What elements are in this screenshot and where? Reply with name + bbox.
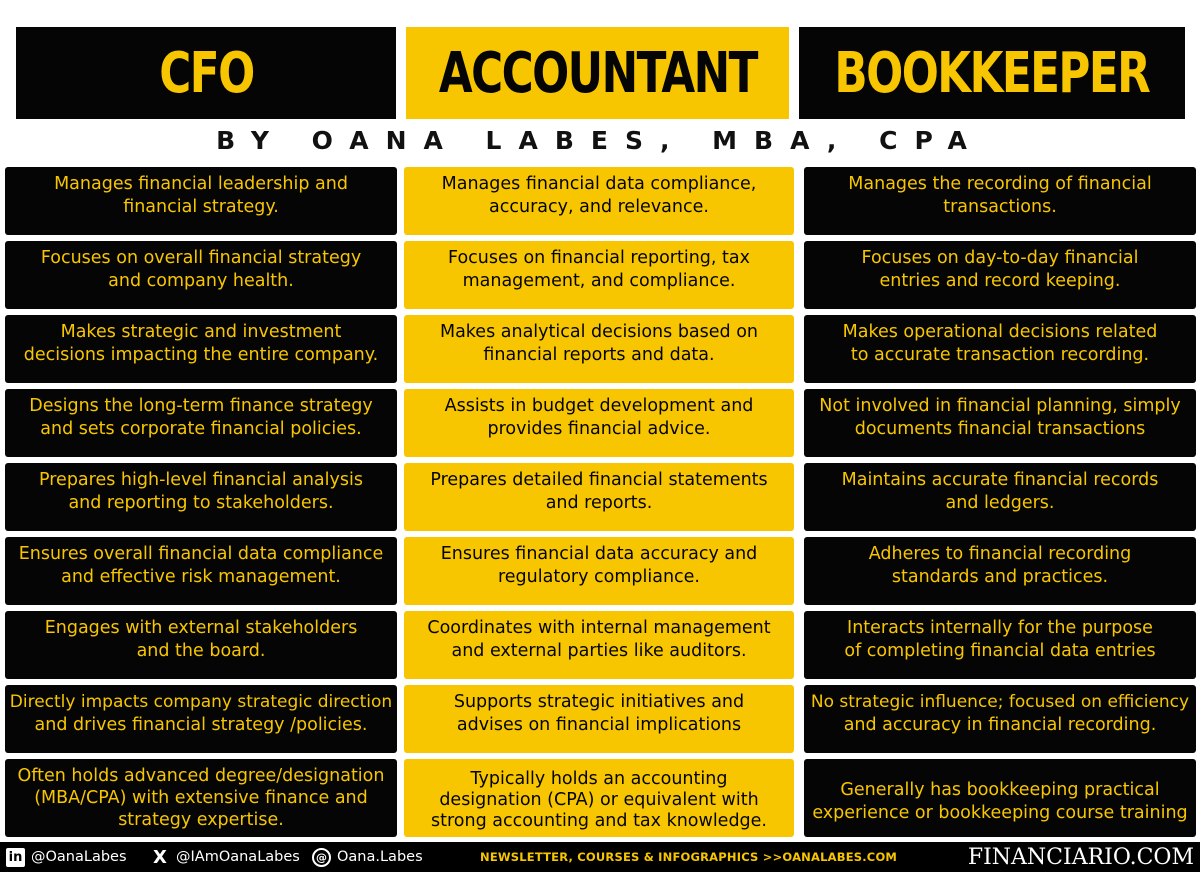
cell-line: to accurate transaction recording.	[850, 345, 1150, 365]
cell-text	[41, 247, 361, 293]
cell-cfo-row-9	[5, 759, 397, 837]
cell-line: Assists in budget development and	[444, 396, 754, 416]
cell-cfo-row-6	[5, 537, 397, 605]
cell-line: and drives financial strategy /policies.	[34, 715, 368, 735]
footer-x-handle: @IAmOanaLabes	[176, 849, 300, 865]
cell-text	[848, 173, 1151, 219]
cell-bookkeeper-row-6	[804, 537, 1196, 605]
cell-text	[441, 543, 758, 589]
cell-line: Often holds advanced degree/designation	[17, 766, 385, 786]
cell-line: strategy expertise.	[118, 810, 284, 830]
cell-line: Focuses on day-to-day financial	[861, 248, 1139, 268]
cell-text	[18, 765, 385, 831]
cell-line: experience or bookkeeping course training	[812, 803, 1188, 823]
cell-text	[819, 395, 1180, 441]
cell-line: and company health.	[108, 271, 294, 291]
cell-line: Coordinates with internal management	[427, 618, 771, 638]
header-accountant-title: ACCOUNTANT	[438, 40, 757, 106]
cell-line: Adheres to financial recording	[868, 544, 1132, 564]
cell-text	[427, 617, 770, 663]
cell-accountant-row-7	[404, 611, 794, 679]
cell-line: and external parties like auditors.	[451, 641, 747, 661]
cell-line: Designs the long-term finance strategy	[29, 396, 373, 416]
footer-threads-handle: Oana.Labes	[337, 849, 423, 865]
cell-accountant-row-6	[404, 537, 794, 605]
header-cfo-title: CFO	[158, 40, 254, 106]
cell-text	[448, 247, 750, 293]
cell-line: Ensures overall financial data compliance	[18, 544, 384, 564]
cell-line: and the board.	[136, 641, 266, 661]
cell-cfo-row-5	[5, 463, 397, 531]
footer-newsletter-link[interactable]: NEWSLETTER, COURSES & INFOGRAPHICS >>OANALABES.COM	[480, 850, 898, 864]
cell-line: Typically holds an accounting	[470, 769, 728, 789]
cell-line: Ensures financial data accuracy and	[440, 544, 758, 564]
cell-cfo-row-2	[5, 241, 397, 309]
cell-line: Prepares high-level financial analysis	[39, 470, 363, 490]
cell-text	[812, 779, 1187, 825]
cell-text	[445, 395, 754, 441]
cell-text	[24, 321, 378, 367]
cell-line: financial strategy.	[123, 197, 279, 217]
cell-line: regulatory compliance.	[497, 567, 700, 587]
cell-text	[862, 247, 1139, 293]
cell-text	[29, 395, 372, 441]
x-icon: X	[153, 846, 167, 868]
cell-accountant-row-8	[404, 685, 794, 753]
cell-bookkeeper-row-9	[804, 759, 1196, 837]
cell-line: and sets corporate financial policies.	[40, 419, 362, 439]
cell-line: advises on financial implications	[456, 715, 742, 735]
cell-line: Supports strategic initiatives and	[453, 692, 745, 712]
cell-accountant-row-2	[404, 241, 794, 309]
cell-line: entries and record keeping.	[879, 271, 1121, 291]
cell-bookkeeper-row-8	[804, 685, 1196, 753]
cell-text	[844, 617, 1155, 663]
cell-line: and accuracy in financial recording.	[843, 715, 1157, 735]
header-bookkeeper-title: BOOKKEEPER	[834, 40, 1150, 106]
cell-cfo-row-3	[5, 315, 397, 383]
cell-line: Engages with external stakeholders	[44, 618, 358, 638]
footer-linkedin-handle: @OanaLabes	[31, 849, 127, 865]
cell-line: and effective risk management.	[61, 567, 341, 587]
cell-line: strong accounting and tax knowledge.	[430, 811, 767, 831]
cell-accountant-row-9	[404, 759, 794, 837]
cell-line: accuracy, and relevance.	[489, 197, 709, 217]
cell-line: provides financial advice.	[487, 419, 711, 439]
cell-cfo-row-1	[5, 167, 397, 235]
cell-bookkeeper-row-3	[804, 315, 1196, 383]
footer-linkedin[interactable]	[6, 842, 127, 872]
cell-text	[431, 769, 767, 832]
cell-bookkeeper-row-1	[804, 167, 1196, 235]
cell-cfo-row-7	[5, 611, 397, 679]
cell-line: Manages the recording of financial	[848, 174, 1152, 194]
cell-text	[811, 691, 1189, 737]
cell-text	[842, 469, 1159, 515]
cell-text	[869, 543, 1132, 589]
footer	[0, 842, 1200, 872]
threads-icon: @	[312, 848, 331, 867]
cell-line: of completing financial data entries	[844, 641, 1156, 661]
cell-cfo-row-8	[5, 685, 397, 753]
cell-text	[442, 173, 757, 219]
cell-line: (MBA/CPA) with extensive finance and	[34, 788, 368, 808]
cell-line: Generally has bookkeeping practical	[840, 780, 1160, 800]
cell-line: Not involved in financial planning, simply	[819, 396, 1181, 416]
byline: BY OANA LABES, MBA, CPA	[216, 126, 984, 155]
cell-line: and reports.	[545, 493, 653, 513]
header-accountant	[406, 27, 789, 119]
footer-threads[interactable]	[312, 842, 423, 872]
header-cfo	[16, 27, 396, 119]
cell-accountant-row-5	[404, 463, 794, 531]
cell-line: transactions.	[943, 197, 1057, 217]
cell-line: and ledgers.	[945, 493, 1055, 513]
cell-line: Focuses on overall financial strategy	[40, 248, 362, 268]
cell-text	[54, 173, 348, 219]
cell-line: Makes operational decisions related	[842, 322, 1158, 342]
cell-accountant-row-4	[404, 389, 794, 457]
cell-line: documents financial transactions	[854, 419, 1146, 439]
cell-line: Prepares detailed financial statements	[430, 470, 768, 490]
cell-line: designation (CPA) or equivalent with	[439, 790, 759, 810]
cell-text	[19, 543, 384, 589]
cell-bookkeeper-row-4	[804, 389, 1196, 457]
cell-text	[45, 617, 358, 663]
cell-line: Directly impacts company strategic direction	[9, 692, 393, 712]
cell-line: Focuses on financial reporting, tax	[448, 248, 750, 268]
header-bookkeeper	[799, 27, 1185, 119]
cell-text	[843, 321, 1158, 367]
cell-text	[454, 691, 744, 737]
cell-line: Makes strategic and investment	[60, 322, 342, 342]
cell-line: and reporting to stakeholders.	[68, 493, 334, 513]
cell-bookkeeper-row-7	[804, 611, 1196, 679]
cell-line: Maintains accurate financial records	[841, 470, 1159, 490]
footer-x[interactable]	[150, 842, 300, 872]
cell-cfo-row-4	[5, 389, 397, 457]
cell-line: Manages financial data compliance,	[441, 174, 757, 194]
cell-line: financial reports and data.	[483, 345, 715, 365]
cell-text	[10, 691, 392, 737]
cell-accountant-row-1	[404, 167, 794, 235]
cell-line: No strategic influence; focused on efficiency	[810, 692, 1190, 712]
cell-line: Interacts internally for the purpose	[847, 618, 1153, 638]
cell-accountant-row-3	[404, 315, 794, 383]
cell-bookkeeper-row-5	[804, 463, 1196, 531]
footer-brand: FINANCIARIO.COM	[967, 845, 1194, 870]
cell-line: Manages financial leadership and	[54, 174, 348, 194]
cell-line: Makes analytical decisions based on	[439, 322, 759, 342]
cell-text	[430, 469, 767, 515]
cell-line: standards and practices.	[891, 567, 1109, 587]
linkedin-icon: in	[6, 848, 25, 867]
cell-line: decisions impacting the entire company.	[23, 345, 379, 365]
cell-text	[440, 321, 758, 367]
cell-bookkeeper-row-2	[804, 241, 1196, 309]
cell-line: management, and compliance.	[462, 271, 736, 291]
cell-text	[39, 469, 363, 515]
